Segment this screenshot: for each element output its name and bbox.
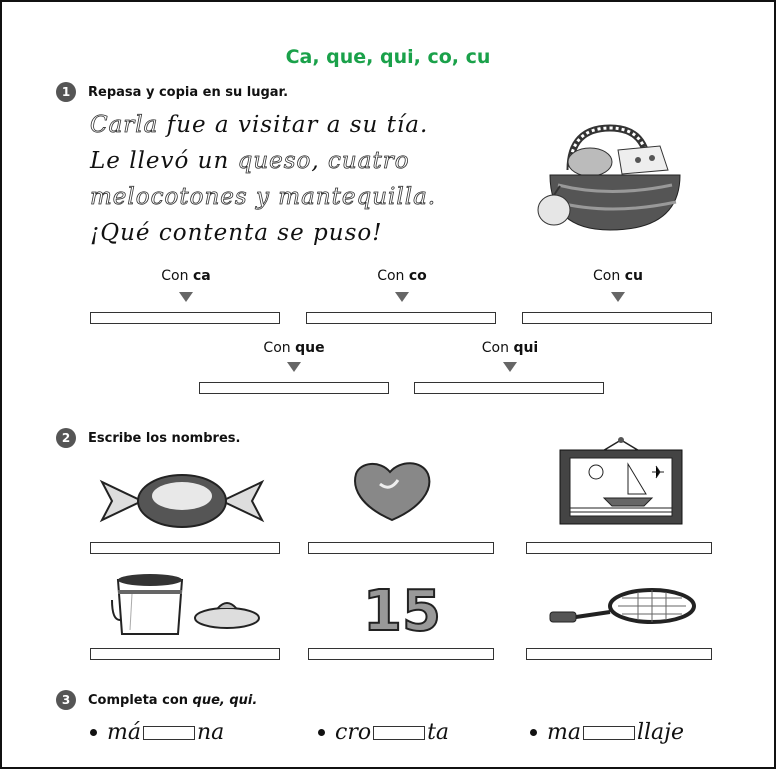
- arrow-down-icon: [179, 292, 193, 302]
- answer-box-number[interactable]: [308, 648, 494, 660]
- arrow-down-icon: [395, 292, 409, 302]
- answer-box-que[interactable]: [199, 382, 389, 394]
- label-con-qui: Con qui: [481, 340, 539, 356]
- gap-input-1[interactable]: [143, 726, 195, 740]
- bucket-icon: [108, 572, 192, 638]
- arrow-down-icon: [611, 292, 625, 302]
- answer-box-cu[interactable]: [522, 312, 712, 324]
- answer-box-picture[interactable]: [526, 542, 712, 554]
- cursive-line-2: [90, 148, 410, 174]
- cursive-line-1: [90, 112, 428, 138]
- label-con-cu: Con cu: [593, 268, 643, 284]
- framed-picture-icon: [556, 436, 686, 528]
- racket-icon: [548, 586, 698, 630]
- answer-box-co[interactable]: [306, 312, 496, 324]
- section-3-number: 3: [56, 690, 76, 710]
- bullet-icon: [530, 729, 537, 736]
- lid-icon: [192, 596, 262, 630]
- section-1-number: 1: [56, 82, 76, 102]
- basket-icon: [530, 120, 700, 240]
- answer-box-candy[interactable]: [90, 542, 280, 554]
- line-2-start: Le llevó un: [90, 148, 238, 174]
- line-1-rest: fue a visitar a su tía.: [158, 112, 429, 138]
- label-con-ca: Con ca: [161, 268, 211, 284]
- answer-box-ca[interactable]: [90, 312, 280, 324]
- gap-input-2[interactable]: [373, 726, 425, 740]
- section-2-number: 2: [56, 428, 76, 448]
- answer-box-qui[interactable]: [414, 382, 604, 394]
- candy-icon: [98, 468, 266, 534]
- fill-item-2: cro ta: [318, 720, 449, 745]
- label-con-co: Con co: [377, 268, 427, 284]
- cursive-line-3: melocotones y mantequilla.: [90, 184, 437, 210]
- gap-input-3[interactable]: [583, 726, 635, 740]
- section-2-instruction: Escribe los nombres.: [88, 430, 241, 446]
- arrow-down-icon: [503, 362, 517, 372]
- section-1-instruction: Repasa y copia en su lugar.: [88, 84, 289, 100]
- section-3-heading: [56, 690, 257, 710]
- traced-word-cuatro: cuatro: [328, 148, 410, 174]
- answer-box-racket[interactable]: [526, 648, 712, 660]
- answer-box-bucket[interactable]: [90, 648, 280, 660]
- arrow-down-icon: [287, 362, 301, 372]
- answer-box-heart[interactable]: [308, 542, 494, 554]
- section-1-heading: [56, 82, 288, 102]
- section-3-instruction: Completa con que, qui.: [88, 692, 258, 708]
- label-con-que: Con que: [263, 340, 325, 356]
- number-15-icon: [352, 578, 452, 638]
- fill-item-3: ma llaje: [530, 720, 684, 745]
- heart-icon: [350, 458, 434, 524]
- line-2-comma: ,: [311, 148, 329, 174]
- svg-text:15: 15: [363, 579, 441, 638]
- bullet-icon: [318, 729, 325, 736]
- traced-word-queso: queso: [237, 148, 312, 174]
- fill-item-1: má na: [90, 720, 224, 745]
- traced-word-carla: Carla: [90, 112, 159, 138]
- cursive-line-4: ¡Qué contenta se puso!: [90, 220, 383, 246]
- section-2-heading: [56, 428, 240, 448]
- page-title: Ca, que, qui, co, cu: [285, 46, 491, 68]
- bullet-icon: [90, 729, 97, 736]
